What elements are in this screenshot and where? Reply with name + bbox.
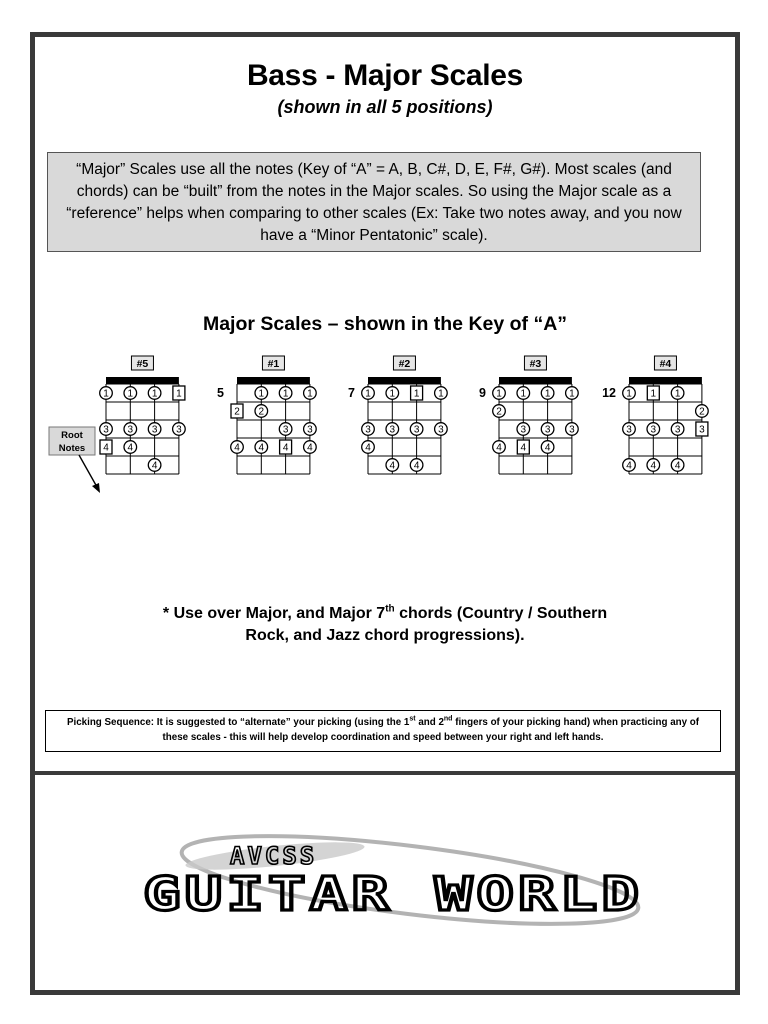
finger-number: 3 (282, 424, 289, 436)
finger-number: 1 (496, 388, 502, 400)
finger-number: 1 (626, 388, 632, 400)
section-heading: Major Scales – shown in the Key of “A” (202, 313, 568, 335)
finger-number: 4 (282, 442, 289, 454)
finger-number: 3 (365, 424, 371, 436)
finger-number: 1 (674, 388, 681, 400)
picking-sup1: st (409, 715, 416, 723)
page-subtitle: (shown in all 5 positions) (277, 97, 493, 117)
finger-number: 1 (520, 388, 527, 400)
finger-number: 3 (569, 424, 575, 436)
starting-fret-number: 9 (479, 386, 486, 400)
scale-diagrams (35, 37, 735, 557)
finger-number: 1 (127, 388, 134, 400)
intro-box: “Major” Scales use all the notes (Key of “A” = A, B, C#, D, E, F#, G#). Most scales (and chords) can be “built” from the notes in the Major scales. So using the Major scale as a “reference” helps when comparing to other scales (Ex: Take two notes away, and you now have a “Minor Pentatonic” scale). (47, 152, 701, 252)
finger-number: 4 (496, 442, 502, 454)
finger-number: 2 (258, 406, 265, 418)
finger-number: 1 (650, 388, 657, 400)
picking-post: fingers of your picking hand) when practicing any of these scales - this will help develop coordination and speed between your right and left hands. (162, 717, 700, 743)
fretboard-nut (499, 377, 572, 384)
root-notes-label-line2: Notes (58, 443, 86, 454)
finger-number: 3 (626, 424, 632, 436)
finger-number: 4 (127, 442, 134, 454)
finger-number: 3 (127, 424, 134, 436)
starting-fret-number: 12 (602, 386, 616, 400)
starting-fret-number: 7 (348, 386, 355, 400)
finger-number: 1 (176, 388, 182, 400)
position-label: #3 (529, 358, 542, 370)
page-title: Bass - Major Scales (246, 59, 524, 92)
usage-note (35, 603, 735, 647)
logo-big-text: GUITAR WORLD (143, 867, 643, 921)
finger-number: 4 (650, 460, 657, 472)
usage-line1-sup: th (385, 603, 395, 615)
picking-sup2: nd (443, 715, 453, 723)
finger-number: 4 (365, 442, 371, 454)
finger-number: 3 (176, 424, 182, 436)
finger-number: 3 (520, 424, 527, 436)
finger-number: 4 (413, 460, 420, 472)
guitar-world-logo (135, 832, 655, 942)
section-divider (35, 771, 735, 775)
finger-number: 4 (307, 442, 313, 454)
finger-number: 3 (413, 424, 420, 436)
finger-number: 3 (151, 424, 158, 436)
finger-number: 3 (544, 424, 551, 436)
fretboard-nut (368, 377, 441, 384)
fretboard-nut (237, 377, 310, 384)
finger-number: 1 (438, 388, 444, 400)
finger-number: 2 (234, 406, 240, 418)
finger-number: 1 (282, 388, 289, 400)
picking-sequence-box (45, 710, 721, 752)
finger-number: 4 (674, 460, 681, 472)
finger-number: 1 (258, 388, 265, 400)
finger-number: 3 (699, 424, 705, 436)
root-notes-label-line1: Root (61, 430, 83, 441)
finger-number: 4 (544, 442, 551, 454)
root-notes-arrow-head (92, 483, 100, 493)
finger-number: 4 (103, 442, 109, 454)
picking-mid: and 2 (415, 717, 444, 728)
usage-line1-post: chords (Country / Southern (394, 605, 608, 622)
picking-pre: Picking Sequence: It is suggested to “alternate” your picking (using the 1 (66, 717, 410, 728)
finger-number: 4 (389, 460, 396, 472)
finger-number: 3 (674, 424, 681, 436)
finger-number: 4 (626, 460, 632, 472)
finger-number: 2 (699, 406, 705, 418)
finger-number: 4 (151, 460, 158, 472)
finger-number: 1 (544, 388, 551, 400)
root-notes-arrow-line (79, 455, 97, 487)
finger-number: 1 (365, 388, 371, 400)
finger-number: 1 (413, 388, 420, 400)
finger-number: 3 (307, 424, 313, 436)
usage-line2: Rock, and Jazz chord progressions). (245, 627, 525, 644)
finger-number: 4 (234, 442, 240, 454)
position-label: #2 (398, 358, 411, 370)
usage-line1-pre: * Use over Major, and Major 7 (162, 605, 386, 622)
finger-number: 3 (103, 424, 109, 436)
finger-number: 4 (520, 442, 527, 454)
finger-number: 3 (650, 424, 657, 436)
finger-number: 4 (258, 442, 265, 454)
finger-number: 1 (151, 388, 158, 400)
finger-number: 1 (389, 388, 396, 400)
fretboard-nut (106, 377, 179, 384)
starting-fret-number: 5 (217, 386, 224, 400)
finger-number: 3 (438, 424, 444, 436)
position-label: #4 (659, 358, 672, 370)
fretboard-nut (629, 377, 702, 384)
finger-number: 1 (103, 388, 109, 400)
page-frame (30, 32, 740, 995)
finger-number: 3 (389, 424, 396, 436)
finger-number: 1 (569, 388, 575, 400)
position-label: #1 (267, 358, 280, 370)
position-label: #5 (136, 358, 149, 370)
logo-small-text: AVCSS (230, 842, 318, 870)
finger-number: 2 (496, 406, 502, 418)
finger-number: 1 (307, 388, 313, 400)
